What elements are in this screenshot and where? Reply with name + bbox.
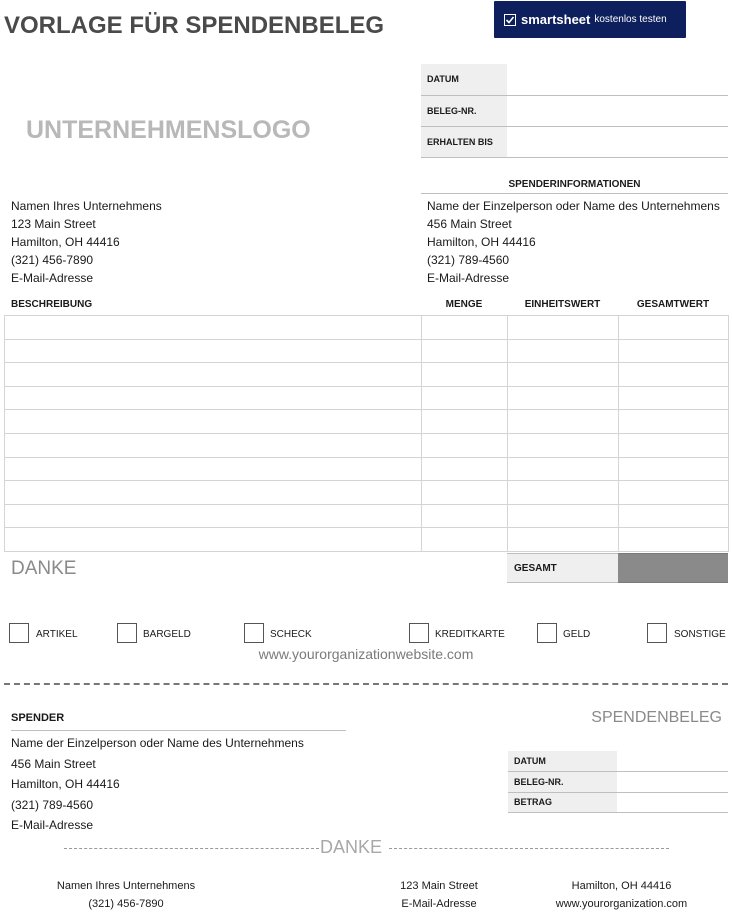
cell-total-value[interactable]	[619, 316, 729, 340]
cell-quantity[interactable]	[422, 433, 508, 457]
thanks-divider-left	[64, 848, 319, 849]
checkbox-sonstige[interactable]	[647, 623, 667, 643]
date-label: DATUM	[421, 64, 507, 95]
cell-total-value[interactable]	[619, 339, 729, 363]
cell-description[interactable]	[5, 316, 422, 340]
cell-unit-value[interactable]	[508, 433, 619, 457]
cell-quantity[interactable]	[422, 339, 508, 363]
stub-row-receipt-no	[508, 772, 728, 793]
stub-donor-name: Name der Einzelperson oder Name des Unternehmens	[11, 736, 304, 750]
footer-website[interactable]: www.yourorganization.com	[555, 898, 688, 910]
meta-row-received-by	[421, 126, 728, 157]
meta-row-date	[421, 64, 728, 95]
checkbox-label-scheck: SCHECK	[270, 629, 312, 640]
table-row	[5, 457, 729, 481]
cell-quantity[interactable]	[422, 410, 508, 434]
footer-city: Hamilton, OH 44416	[571, 880, 672, 892]
company-street: 123 Main Street	[11, 217, 96, 231]
table-row	[5, 410, 729, 434]
footer-email: E-Mail-Adresse	[401, 898, 477, 910]
stub-receipt-no-value[interactable]	[617, 772, 728, 793]
cell-total-value[interactable]	[619, 386, 729, 410]
cell-quantity[interactable]	[422, 504, 508, 528]
stub-donor-street: 456 Main Street	[11, 756, 96, 771]
cell-description[interactable]	[5, 457, 422, 481]
cell-total-value[interactable]	[619, 528, 729, 552]
cell-unit-value[interactable]	[508, 339, 619, 363]
stub-meta-table	[508, 751, 728, 813]
checkbox-scheck[interactable]	[244, 623, 264, 643]
checkbox-kreditkarte[interactable]	[409, 623, 429, 643]
donation-items-table	[4, 315, 729, 552]
company-city: Hamilton, OH 44416	[11, 235, 120, 249]
stub-donor-address	[11, 733, 304, 836]
smartsheet-brand: smartsheet	[521, 12, 591, 27]
thank-you-text: DANKE	[11, 558, 77, 579]
cell-description[interactable]	[5, 339, 422, 363]
cell-quantity[interactable]	[422, 386, 508, 410]
donor-info-heading: SPENDERINFORMATIONEN	[421, 179, 728, 194]
organization-website[interactable]: www.yourorganizationwebsite.com	[258, 646, 474, 662]
donor-address	[427, 197, 720, 287]
cell-unit-value[interactable]	[508, 481, 619, 505]
stub-date-value[interactable]	[617, 751, 728, 772]
table-row	[5, 363, 729, 387]
column-header-unit-value: EINHEITSWERT	[524, 299, 601, 310]
table-row	[5, 481, 729, 505]
footer-phone: (321) 456-7890	[88, 898, 164, 910]
table-row	[5, 528, 729, 552]
column-header-quantity: MENGE	[445, 299, 483, 310]
company-name: Namen Ihres Unternehmens	[11, 199, 162, 213]
tear-off-line	[4, 683, 728, 685]
stub-amount-label: BETRAG	[508, 792, 617, 813]
received-by-label: ERHALTEN BIS	[421, 126, 507, 157]
company-email: E-Mail-Adresse	[11, 271, 94, 285]
cell-description[interactable]	[5, 386, 422, 410]
company-logo-placeholder: UNTERNEHMENSLOGO	[26, 116, 311, 144]
checkbox-label-bargeld: BARGELD	[143, 629, 191, 640]
total-value[interactable]	[618, 553, 728, 583]
stub-row-amount	[508, 792, 728, 813]
stub-donor-phone: (321) 789-4560	[11, 797, 94, 812]
checkbox-label-sonstige: SONSTIGE	[674, 629, 726, 640]
donor-city: Hamilton, OH 44416	[427, 235, 536, 249]
cell-quantity[interactable]	[422, 316, 508, 340]
page-title: VORLAGE FÜR SPENDENBELEG	[4, 12, 385, 39]
cell-total-value[interactable]	[619, 410, 729, 434]
cell-unit-value[interactable]	[508, 457, 619, 481]
stub-date-label: DATUM	[508, 751, 617, 772]
cell-quantity[interactable]	[422, 528, 508, 552]
stub-thank-you-text: DANKE	[320, 837, 383, 857]
meta-row-receipt-no	[421, 95, 728, 126]
cell-description[interactable]	[5, 433, 422, 457]
thanks-divider-right	[389, 848, 669, 849]
receipt-meta-table	[421, 64, 728, 158]
stub-receipt-title: SPENDENBELEG	[591, 709, 722, 726]
checkbox-artikel[interactable]	[9, 623, 29, 643]
checkbox-label-geld: GELD	[563, 629, 591, 640]
donor-name: Name der Einzelperson oder Name des Unternehmens	[427, 199, 720, 213]
checkbox-label-artikel: ARTIKEL	[36, 629, 78, 640]
checkbox-label-kreditkarte: KREDITKARTE	[435, 629, 505, 640]
cell-total-value[interactable]	[619, 457, 729, 481]
cell-total-value[interactable]	[619, 433, 729, 457]
footer-company-name: Namen Ihres Unternehmens	[56, 880, 196, 892]
stub-donor-city: Hamilton, OH 44416	[11, 777, 120, 791]
cell-unit-value[interactable]	[508, 410, 619, 434]
checkbox-geld[interactable]	[537, 623, 557, 643]
checkbox-bargeld[interactable]	[117, 623, 137, 643]
footer-street: 123 Main Street	[400, 880, 478, 892]
total-label: GESAMT	[507, 553, 618, 583]
cell-quantity[interactable]	[422, 457, 508, 481]
column-header-total-value: GESAMTWERT	[636, 299, 710, 310]
cell-total-value[interactable]	[619, 363, 729, 387]
stub-receipt-no-label: BELEG-NR.	[508, 772, 617, 793]
donor-email: E-Mail-Adresse	[427, 271, 510, 285]
received-by-value[interactable]	[507, 126, 728, 157]
cell-unit-value[interactable]	[508, 386, 619, 410]
table-row	[5, 339, 729, 363]
company-address	[11, 197, 162, 287]
footer-city-block	[540, 877, 703, 913]
table-row	[5, 504, 729, 528]
footer-company-block	[36, 877, 216, 913]
cell-unit-value[interactable]	[508, 363, 619, 387]
stub-donor-heading: SPENDER	[11, 712, 346, 731]
smartsheet-trial-button[interactable]	[494, 1, 686, 38]
trial-label: kostenlos testen	[594, 14, 667, 25]
date-value[interactable]	[507, 64, 728, 95]
smartsheet-check-icon	[504, 14, 516, 26]
stub-amount-value[interactable]	[617, 792, 728, 813]
cell-quantity[interactable]	[422, 481, 508, 505]
cell-description[interactable]	[5, 528, 422, 552]
cell-quantity[interactable]	[422, 363, 508, 387]
table-row	[5, 386, 729, 410]
table-row	[5, 316, 729, 340]
stub-donor-email: E-Mail-Adresse	[11, 818, 94, 832]
cell-description[interactable]	[5, 504, 422, 528]
column-header-description: BESCHREIBUNG	[11, 299, 93, 310]
cell-total-value[interactable]	[619, 481, 729, 505]
cell-description[interactable]	[5, 481, 422, 505]
donor-street: 456 Main Street	[427, 217, 512, 231]
table-row	[5, 433, 729, 457]
receipt-no-label: BELEG-NR.	[421, 95, 507, 126]
company-phone: (321) 456-7890	[11, 253, 94, 267]
cell-unit-value[interactable]	[508, 528, 619, 552]
stub-row-date	[508, 751, 728, 772]
receipt-no-value[interactable]	[507, 95, 728, 126]
footer-address-block	[379, 877, 499, 913]
cell-unit-value[interactable]	[508, 316, 619, 340]
cell-unit-value[interactable]	[508, 504, 619, 528]
cell-description[interactable]	[5, 410, 422, 434]
cell-total-value[interactable]	[619, 504, 729, 528]
cell-description[interactable]	[5, 363, 422, 387]
donor-phone: (321) 789-4560	[427, 253, 510, 267]
